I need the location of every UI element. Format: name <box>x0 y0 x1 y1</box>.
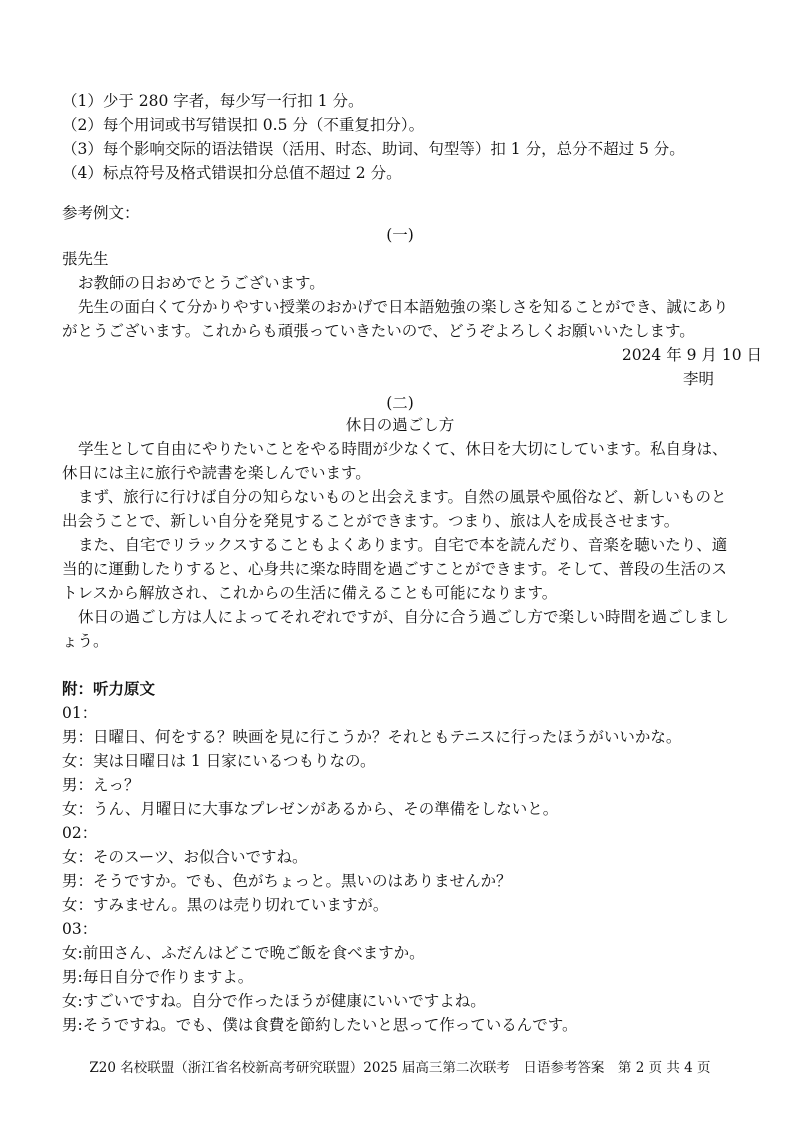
essay2-line: トレスから解放され、これからの生活に備えることも可能になります。 <box>62 584 558 602</box>
essay2-line: 学生として自由にやりたいことをやる時間が少なくて、休日を大切にしています。私自身は、 <box>78 440 728 458</box>
page-footer: Z20 名校联盟（浙江省名校新高考研究联盟）2025 届高三第二次联考 日语参考答案 第 2 页 共 4 页 <box>89 1060 711 1076</box>
listening-line: 男：えっ？ <box>62 776 140 794</box>
listening-line: 03： <box>62 920 98 938</box>
essay2-line: 休日には主に旅行や読書を楽しんでいます。 <box>62 464 371 482</box>
essay1-date: 2024 年 9 月 10 日 <box>621 346 762 364</box>
essay1-salutation: 張先生 <box>62 250 109 268</box>
essay2-line: まず、旅行に行けば自分の知らないものと出会えます。自然の風景や風俗など、新しいものと <box>78 488 727 506</box>
listening-line: 男：そうですか。でも、色がちょっと。黒いのはありませんか？ <box>62 872 512 890</box>
listening-heading: 附：听力原文 <box>62 679 156 698</box>
listening-line: 男：日曜日、何をする？映画を見に行こうか？それともテニスに行ったほうがいいかな。 <box>62 728 682 746</box>
criterion-2: （2）每个用词或书写错误扣 0.5 分（不重复扣分）。 <box>62 116 425 134</box>
reference-label: 参考例文： <box>62 204 140 222</box>
essay2-line: 休日の過ごし方は人によってそれぞれですが、自分に合う過ごし方で楽しい時間を過ごしまし <box>78 608 730 626</box>
listening-line: 男:毎日自分で作りますよ。 <box>62 968 254 986</box>
essay2-line: 当的に運動したりすると、心身共に楽な時間を過ごすことができます。そして、普段の生活のス <box>62 560 727 578</box>
listening-line: 女:前田さん、ふだんはどこで晩ご飯を食べますか。 <box>62 944 425 962</box>
essay1-line: がとうございます。これからも頑張っていきたいので、どうぞよろしくお願いいたします。 <box>62 322 695 340</box>
criterion-3: （3）每个影响交际的语法错误（活用、时态、助词、句型等）扣 1 分，总分不超过 5 分。 <box>62 140 685 158</box>
essay2-title: 休日の過ごし方 <box>345 416 455 434</box>
listening-line: 02： <box>62 824 98 842</box>
listening-line: 女:すごいですね。自分で作ったほうが健康にいいですよね。 <box>62 992 486 1010</box>
essay2-heading: (二) <box>386 394 414 412</box>
listening-line: 01： <box>62 704 98 722</box>
essay1-line: 先生の面白くて分かりやすい授業のおかげで日本語勉強の楽しさを知ることができ、誠にあり <box>78 298 729 316</box>
listening-line: 女：そのスーツ、お似合いですね。 <box>62 848 308 866</box>
essay2-line: ょう。 <box>62 632 109 650</box>
essay1-heading: (一) <box>386 226 414 244</box>
listening-line: 女：うん、月曜日に大事なプレゼンがあるから、その準備をしないと。 <box>62 800 559 818</box>
essay2-line: また、自宅でリラックスすることもよくあります。自宅で本を読んだり、音楽を聴いたり、適 <box>78 536 728 554</box>
criterion-1: （1）少于 280 字者，每少写一行扣 1 分。 <box>62 92 364 110</box>
essay2-line: 出会うことで、新しい自分を発見することができます。つまり、旅は人を成長させます。 <box>62 512 680 530</box>
listening-line: 男:そうですね。でも、僕は食費を節約したいと思って作っているんです。 <box>62 1016 578 1034</box>
essay1-line: お教師の日おめでとうございます。 <box>78 274 325 292</box>
criterion-4: （4）标点符号及格式错误扣分总值不超过 2 分。 <box>62 164 402 182</box>
essay1-signature: 李明 <box>682 370 714 388</box>
listening-line: 女：実は日曜日は 1 日家にいるつもりなの。 <box>62 752 376 770</box>
listening-line: 女：すみません。黒のは売り切れていますが。 <box>62 896 389 914</box>
